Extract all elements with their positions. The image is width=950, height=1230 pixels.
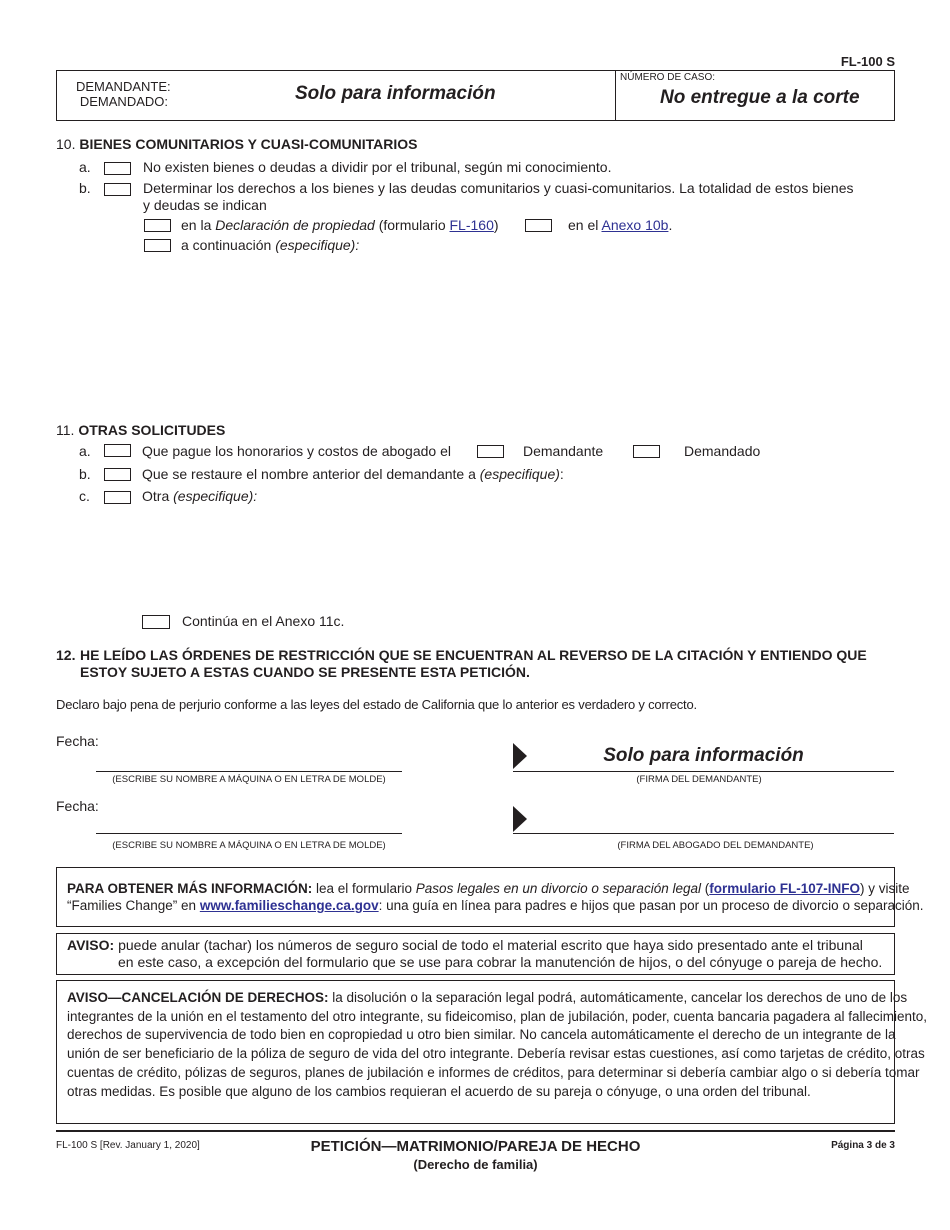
footer-title: PETICIÓN—MATRIMONIO/PAREJA DE HECHO — [310, 1138, 641, 1155]
option-attachment-10b: en el Anexo 10b. — [568, 217, 673, 233]
link-anexo-10b[interactable]: Anexo 10b — [601, 217, 669, 233]
item-11b-letter: b. — [79, 466, 91, 482]
checkbox-10b-attachment[interactable] — [525, 219, 552, 232]
item-10b-text-2: y deudas se indican — [143, 197, 267, 213]
item-11c-letter: c. — [79, 488, 90, 504]
item-10a-text: No existen bienes o deudas a dividir por el tribunal, según mi conocimiento. — [143, 159, 612, 175]
item-10a-letter: a. — [79, 159, 91, 175]
form-id: FL-100 S — [840, 54, 895, 69]
checkbox-11b[interactable] — [104, 468, 131, 481]
item-11a-text: Que pague los honorarios y costos de abogado el — [142, 443, 451, 459]
attorney-name-field[interactable] — [96, 812, 402, 833]
section-10-heading: 10. BIENES COMUNITARIOS Y CUASI-COMUNITARIOS — [56, 136, 418, 152]
sig-caption-2: (FIRMA DEL ABOGADO DEL DEMANDANTE) — [617, 840, 814, 851]
item-10b-text-1: Determinar los derechos a los bienes y las deudas comunitarios y cuasi-comunitarios. La totalidad de estos bienes — [143, 180, 854, 196]
checkbox-11a-petitioner[interactable] — [477, 445, 504, 458]
option-listed-below: a continuación (especifique): — [181, 237, 360, 253]
property-specify-area[interactable] — [181, 258, 881, 408]
rights-lead: AVISO—CANCELACIÓN DE DERECHOS: — [67, 990, 329, 1005]
checkbox-10b-declaration[interactable] — [144, 219, 171, 232]
name-caption-2: (ESCRIBE SU NOMBRE A MÁQUINA O EN LETRA DE MOLDE) — [112, 840, 386, 851]
footer-revision: FL-100 S [Rev. January 1, 2020] — [56, 1140, 200, 1151]
caption-box — [56, 70, 895, 121]
link-fl-160[interactable]: FL-160 — [449, 217, 494, 233]
checkbox-10a[interactable] — [104, 162, 131, 175]
footer-page: Página 3 de 3 — [831, 1140, 895, 1151]
continued-attachment-11c: Continúa en el Anexo 11c. — [182, 613, 345, 629]
signature-arrow-icon — [513, 806, 527, 832]
name-caption-1: (ESCRIBE SU NOMBRE A MÁQUINA O EN LETRA DE MOLDE) — [112, 774, 386, 785]
case-number-field[interactable]: No entregue a la corte — [660, 87, 860, 108]
petitioner-name-field[interactable] — [96, 750, 402, 771]
notice-box: AVISO: puede anular (tachar) los números de seguro social de todo el material escrito que haya sido presentado ante el tribunal en este caso, a excepción del formulario que se use para cobrar la manutención de hijos, o del cónyuge o pareja de hecho. — [56, 933, 895, 975]
option-declaration-property: en la Declaración de propiedad (formulario FL-160) — [181, 217, 499, 233]
link-families-change[interactable]: www.familieschange.ca.gov — [199, 898, 379, 913]
checkbox-11c-continued[interactable] — [142, 615, 170, 629]
checkbox-10b-below[interactable] — [144, 239, 171, 252]
more-info-box: PARA OBTENER MÁS INFORMACIÓN: lea el formulario Pasos legales en un divorcio o separación legal (formulario FL-107-INFO) y visite “Families Change” en www.familieschange.ca.gov: una guía en línea para padres e hijos que pasan por un proceso de divorcio o separación. — [56, 867, 895, 927]
checkbox-11a-respondent[interactable] — [633, 445, 660, 458]
date-label-2: Fecha: — [56, 798, 99, 814]
section-11-heading: 11. OTRAS SOLICITUDES — [56, 422, 226, 438]
item-10b-letter: b. — [79, 180, 91, 196]
sig-caption-1: (FIRMA DEL DEMANDANTE) — [636, 774, 762, 785]
section-12-number: 12. — [56, 647, 76, 663]
footer-subtitle: (Derecho de familia) — [413, 1157, 538, 1172]
perjury-declaration: Declaro bajo pena de perjurio conforme a las leyes del estado de California que lo anterior es verdadero y correcto. — [56, 697, 697, 712]
signature-line-1 — [513, 771, 894, 772]
case-number-label: NÚMERO DE CASO: — [620, 72, 716, 83]
petitioner-label: DEMANDANTE: — [76, 79, 171, 94]
respondent-label: DEMANDADO: — [79, 94, 168, 109]
date-label-1: Fecha: — [56, 733, 99, 749]
checkbox-11c[interactable] — [104, 491, 131, 504]
signature-line-2 — [513, 833, 894, 834]
item-11c-text: Otra (especifique): — [142, 488, 258, 504]
link-fl-107-info[interactable]: formulario FL-107-INFO — [709, 881, 860, 896]
notice-lead: AVISO: — [67, 937, 115, 953]
checkbox-10b[interactable] — [104, 183, 131, 196]
petitioner-signature-field[interactable]: Solo para información — [603, 745, 804, 766]
section-11-title: OTRAS SOLICITUDES — [78, 422, 226, 438]
rights-cancellation-box: AVISO—CANCELACIÓN DE DERECHOS: la disolución o la separación legal podrá, automáticamente, cancelar los derechos de uno de los integrantes de la unión en el testamento del otro integrante, su fideicomiso, plan de jubilación, poder, cuenta bancaria pagadera al fallecimiento, derechos de supervivencia de todo bien en copropiedad u otro bien similar. No cancela automáticamente el derecho de un integrante de la unión de ser beneficiario de la póliza de seguro de vida del otro integrante. Debería revisar estas cuestiones, así como tarjetas de crédito, otras cuentas de crédito, pólizas de seguros, planes de jubilación e informes de créditos, para determinar si debería cambiar algo o si debería tomar otras medidas. Es posible que alguno de los cambios requieran el acuerdo de su pareja o cónyuge, o una orden del tribunal. — [56, 980, 895, 1124]
section-12-text: HE LEÍDO LAS ÓRDENES DE RESTRICCIÓN QUE SE ENCUENTRAN AL REVERSO DE LA CITACIÓN Y ENTIENDO QUE ESTOY SUJETO A ESTAS CUANDO SE PRESENTE ESTA PETICIÓN. — [80, 647, 867, 680]
option-respondent: Demandado — [684, 443, 761, 459]
other-specify-area[interactable] — [142, 508, 882, 608]
option-petitioner: Demandante — [523, 443, 604, 459]
name-line-2 — [96, 833, 402, 834]
party-name-field[interactable]: Solo para información — [295, 83, 496, 104]
checkbox-11a[interactable] — [104, 444, 131, 457]
item-11b-text: Que se restaure el nombre anterior del demandante a (especifique): — [142, 466, 564, 482]
more-info-lead: PARA OBTENER MÁS INFORMACIÓN: — [67, 881, 313, 896]
attorney-signature-field[interactable] — [530, 808, 894, 833]
name-line-1 — [96, 771, 402, 772]
footer-rule — [56, 1130, 895, 1132]
item-11a-letter: a. — [79, 443, 91, 459]
section-10-title: BIENES COMUNITARIOS Y CUASI-COMUNITARIOS — [79, 136, 418, 152]
